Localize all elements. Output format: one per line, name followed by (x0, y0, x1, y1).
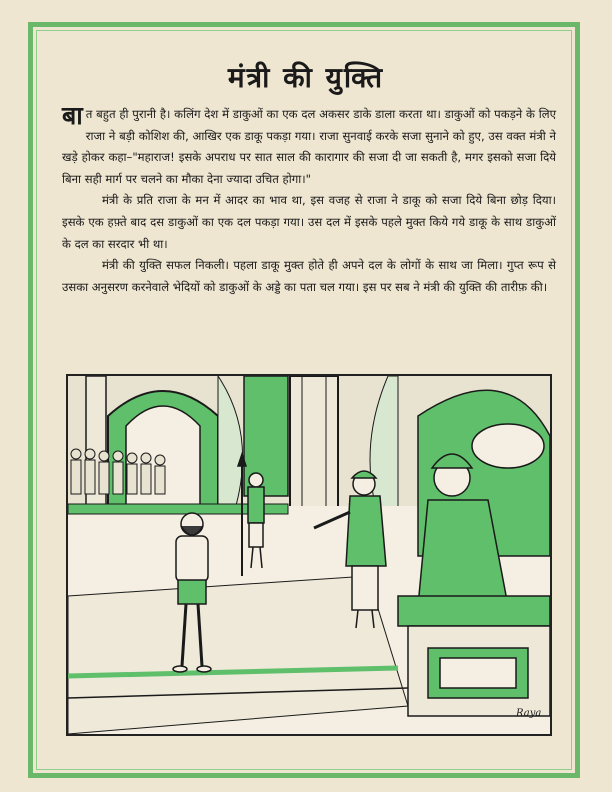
king-on-throne (398, 390, 550, 716)
paragraph-3: मंत्री की युक्ति सफल निकली। पहला डाकू मुक्त होते ही अपने दल के लोगों के साथ जा मिला। गुप्त रूप से उसका अनुसरण करनेवाले भेदियों को डाकुओं के अड्डे का पता चल गया। इस पर सब ने मंत्री की युक्ति की तारीफ़ की। (62, 258, 556, 294)
paragraph-1 (62, 101, 556, 190)
court-scene-drawing (68, 376, 550, 734)
court-scene-illustration (66, 374, 552, 736)
story-text (62, 101, 556, 298)
crowd-of-prisoners (71, 449, 165, 494)
paragraph-2: मंत्री के प्रति राजा के मन में आदर का भाव था, इस वजह से राजा ने डाकू को सजा दिये बिना छोड़ दिया। इसके एक हफ़्ते बाद दस डाकुओं का एक दल पकड़ा गया। उस दल में इसके पहले मुक्त किये गये डाकू के साथ डाकुओं के दल का सरदार भी था। (62, 193, 556, 251)
paragraph-1-text: त बहुत ही पुरानी है। कलिंग देश में डाकुओं का एक दल अकसर डाके डाला करता था। डाकुओं को पकड़ने के लिए राजा ने बड़ी कोशिश की, आखिर एक डाकू पकड़ा गया। राजा सुनवाई करके सजा सुनाने को हुए, उस वक्त मंत्री ने खड़े होकर कहा–"महाराज! इसके अपराध पर सात साल की कारागार की सजा दी जा सकती है, मगर इसको सजा दिये बिना सही मार्ग पर चलने का मौका देना ज्यादा उचित होगा।" (62, 107, 556, 186)
artist-signature: Raya (516, 708, 542, 719)
drop-cap: बा (62, 101, 83, 130)
story-title: मंत्री की युक्ति (227, 61, 385, 94)
